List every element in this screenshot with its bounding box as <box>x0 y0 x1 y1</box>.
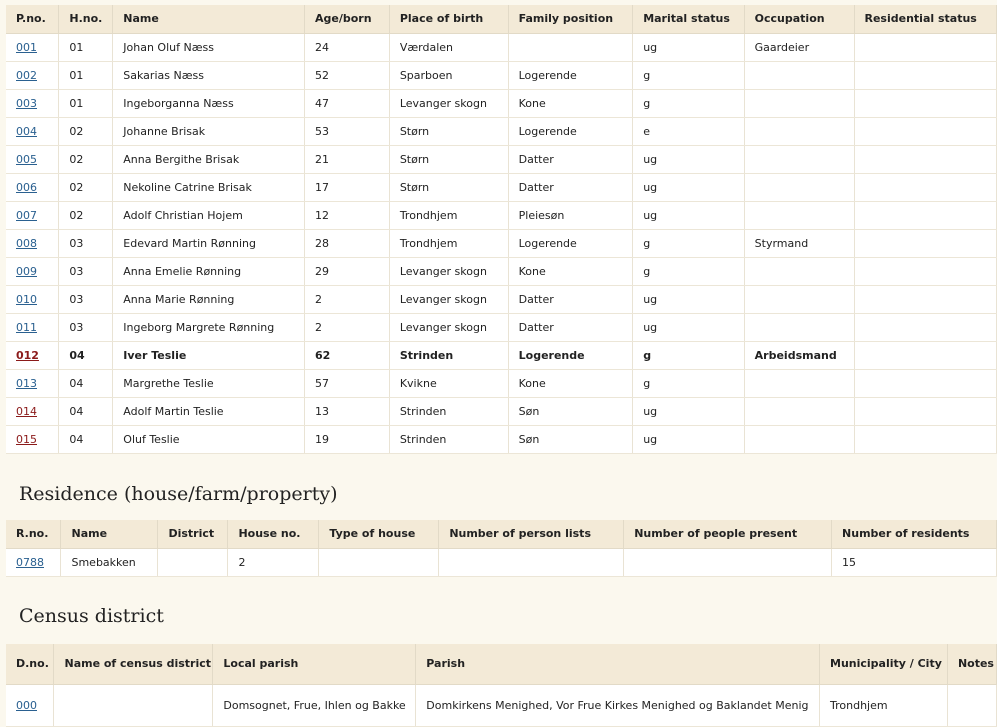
col-parish-header: Parish <box>416 644 820 684</box>
person-occupation <box>744 145 854 173</box>
col-people-present-header: Number of people present <box>624 520 832 548</box>
person-row <box>6 33 997 61</box>
person-residential-status <box>854 285 997 313</box>
person-family-position: Logerende <box>508 229 633 257</box>
person-occupation <box>744 285 854 313</box>
person-hno: 01 <box>59 89 113 117</box>
person-occupation: Styrmand <box>744 229 854 257</box>
person-hno: 02 <box>59 117 113 145</box>
person-row <box>6 425 997 453</box>
col-local-parish-header: Local parish <box>213 644 416 684</box>
person-name: Sakarias Næss <box>113 61 305 89</box>
person-marital-status: g <box>633 61 744 89</box>
person-pno-cell <box>6 33 59 61</box>
person-birthplace: Størn <box>389 117 508 145</box>
person-link[interactable]: 014 <box>16 404 37 418</box>
person-pno-cell <box>6 173 59 201</box>
person-family-position: Datter <box>508 285 633 313</box>
person-marital-status: g <box>633 341 744 369</box>
person-marital-status: ug <box>633 313 744 341</box>
person-row <box>6 201 997 229</box>
person-pno-cell <box>6 285 59 313</box>
person-family-position: Datter <box>508 173 633 201</box>
district-notes <box>947 684 996 726</box>
district-municipality: Trondhjem <box>820 684 948 726</box>
person-birthplace: Størn <box>389 173 508 201</box>
person-family-position: Kone <box>508 257 633 285</box>
person-pno-cell <box>6 425 59 453</box>
person-pno-cell <box>6 229 59 257</box>
person-link[interactable]: 010 <box>16 292 37 306</box>
person-birthplace: Levanger skogn <box>389 285 508 313</box>
person-birthplace: Strinden <box>389 341 508 369</box>
person-marital-status: g <box>633 369 744 397</box>
residence-type <box>319 548 439 576</box>
person-marital-status: ug <box>633 201 744 229</box>
district-local-parish: Domsognet, Frue, Ihlen og Bakke <box>213 684 416 726</box>
residence-table <box>6 520 997 577</box>
person-row <box>6 257 997 285</box>
person-age: 57 <box>305 369 390 397</box>
person-pno-cell <box>6 341 59 369</box>
person-family-position: Søn <box>508 425 633 453</box>
col-hno-header[interactable]: H.no. <box>59 5 113 33</box>
person-link[interactable]: 009 <box>16 264 37 278</box>
residence-link[interactable]: 0788 <box>16 555 44 569</box>
person-pno-cell <box>6 117 59 145</box>
person-link[interactable]: 004 <box>16 124 37 138</box>
person-birthplace: Trondhjem <box>389 201 508 229</box>
person-link[interactable]: 013 <box>16 376 37 390</box>
residence-person-lists <box>439 548 624 576</box>
col-res-name-header: Name <box>61 520 158 548</box>
person-row <box>6 61 997 89</box>
person-link[interactable]: 002 <box>16 68 37 82</box>
person-link[interactable]: 015 <box>16 432 37 446</box>
person-hno: 04 <box>59 341 113 369</box>
person-row <box>6 117 997 145</box>
person-birthplace: Strinden <box>389 397 508 425</box>
person-age: 2 <box>305 313 390 341</box>
person-age: 13 <box>305 397 390 425</box>
person-marital-status: g <box>633 229 744 257</box>
person-hno: 04 <box>59 369 113 397</box>
persons-header-row <box>6 5 997 33</box>
col-municipality-header: Municipality / City <box>820 644 948 684</box>
person-residential-status <box>854 341 997 369</box>
col-pno-header[interactable]: P.no. <box>6 5 59 33</box>
residence-header-row <box>6 520 997 548</box>
census-district-heading: Census district <box>19 605 164 627</box>
person-link[interactable]: 006 <box>16 180 37 194</box>
person-family-position: Pleiesøn <box>508 201 633 229</box>
district-name <box>54 684 213 726</box>
person-family-position <box>508 33 633 61</box>
person-link[interactable]: 007 <box>16 208 37 222</box>
person-name: Oluf Teslie <box>113 425 305 453</box>
col-notes-header: Notes <box>947 644 996 684</box>
person-marital-status: g <box>633 89 744 117</box>
person-link[interactable]: 003 <box>16 96 37 110</box>
person-name: Johan Oluf Næss <box>113 33 305 61</box>
residence-residents: 15 <box>832 548 997 576</box>
person-birthplace: Størn <box>389 145 508 173</box>
person-hno: 04 <box>59 397 113 425</box>
person-hno: 04 <box>59 425 113 453</box>
person-occupation <box>744 201 854 229</box>
person-name: Anna Emelie Rønning <box>113 257 305 285</box>
person-birthplace: Strinden <box>389 425 508 453</box>
person-birthplace: Kvikne <box>389 369 508 397</box>
person-family-position: Søn <box>508 397 633 425</box>
col-person-lists-header: Number of person lists <box>439 520 624 548</box>
person-occupation <box>744 89 854 117</box>
persons-table <box>6 5 997 454</box>
person-occupation <box>744 369 854 397</box>
person-name: Adolf Christian Hojem <box>113 201 305 229</box>
person-residential-status <box>854 145 997 173</box>
person-hno: 01 <box>59 33 113 61</box>
person-name: Adolf Martin Teslie <box>113 397 305 425</box>
person-residential-status <box>854 173 997 201</box>
person-occupation: Arbeidsmand <box>744 341 854 369</box>
person-hno: 02 <box>59 173 113 201</box>
person-age: 19 <box>305 425 390 453</box>
person-link[interactable]: 005 <box>16 152 37 166</box>
person-marital-status: ug <box>633 33 744 61</box>
person-age: 12 <box>305 201 390 229</box>
col-name-header[interactable]: Name <box>113 5 305 33</box>
person-residential-status <box>854 201 997 229</box>
person-link[interactable]: 011 <box>16 320 37 334</box>
person-family-position: Logerende <box>508 61 633 89</box>
person-row <box>6 397 997 425</box>
person-name: Edevard Martin Rønning <box>113 229 305 257</box>
person-age: 28 <box>305 229 390 257</box>
person-residential-status <box>854 369 997 397</box>
person-residential-status <box>854 313 997 341</box>
person-link[interactable]: 008 <box>16 236 37 250</box>
person-name: Nekoline Catrine Brisak <box>113 173 305 201</box>
col-district-header: District <box>158 520 228 548</box>
person-hno: 02 <box>59 201 113 229</box>
person-occupation <box>744 61 854 89</box>
person-pno-cell <box>6 145 59 173</box>
person-name: Ingeborganna Næss <box>113 89 305 117</box>
person-row <box>6 369 997 397</box>
col-age-header[interactable]: Age/born <box>305 5 390 33</box>
person-marital-status: g <box>633 257 744 285</box>
district-link[interactable]: 000 <box>16 698 37 712</box>
person-name: Iver Teslie <box>113 341 305 369</box>
person-hno: 01 <box>59 61 113 89</box>
col-residential-header[interactable]: Residential status <box>854 5 997 33</box>
person-pno-cell <box>6 313 59 341</box>
col-dno-header: D.no. <box>6 644 54 684</box>
residence-name: Smebakken <box>61 548 158 576</box>
person-marital-status: e <box>633 117 744 145</box>
person-name: Anna Marie Rønning <box>113 285 305 313</box>
person-residential-status <box>854 229 997 257</box>
person-residential-status <box>854 397 997 425</box>
person-hno: 03 <box>59 229 113 257</box>
person-marital-status: ug <box>633 285 744 313</box>
person-age: 17 <box>305 173 390 201</box>
person-row <box>6 145 997 173</box>
person-marital-status: ug <box>633 397 744 425</box>
person-pno-cell <box>6 257 59 285</box>
person-family-position: Datter <box>508 145 633 173</box>
col-house-type-header: Type of house <box>319 520 439 548</box>
person-birthplace: Levanger skogn <box>389 313 508 341</box>
person-pno-cell <box>6 61 59 89</box>
census-district-table <box>6 644 997 727</box>
person-birthplace: Sparboen <box>389 61 508 89</box>
person-residential-status <box>854 89 997 117</box>
person-birthplace: Trondhjem <box>389 229 508 257</box>
person-pno-cell <box>6 397 59 425</box>
person-residential-status <box>854 257 997 285</box>
residence-row <box>6 548 997 576</box>
person-name: Margrethe Teslie <box>113 369 305 397</box>
person-family-position: Kone <box>508 89 633 117</box>
person-hno: 02 <box>59 145 113 173</box>
person-link[interactable]: 012 <box>16 348 39 362</box>
person-residential-status <box>854 117 997 145</box>
person-hno: 03 <box>59 257 113 285</box>
person-row <box>6 173 997 201</box>
person-hno: 03 <box>59 285 113 313</box>
person-occupation <box>744 173 854 201</box>
person-hno: 03 <box>59 313 113 341</box>
col-census-name-header: Name of census district <box>54 644 213 684</box>
district-row <box>6 684 997 726</box>
person-family-position: Kone <box>508 369 633 397</box>
person-residential-status <box>854 33 997 61</box>
col-family-position-header[interactable]: Family position <box>508 5 633 33</box>
person-birthplace: Levanger skogn <box>389 257 508 285</box>
col-house-no-header: House no. <box>228 520 319 548</box>
person-residential-status <box>854 425 997 453</box>
person-occupation <box>744 117 854 145</box>
person-occupation: Gaardeier <box>744 33 854 61</box>
residence-people-present <box>624 548 832 576</box>
person-row <box>6 89 997 117</box>
person-occupation <box>744 425 854 453</box>
person-family-position: Logerende <box>508 117 633 145</box>
col-occupation-header[interactable]: Occupation <box>744 5 854 33</box>
person-age: 53 <box>305 117 390 145</box>
person-occupation <box>744 257 854 285</box>
col-rno-header: R.no. <box>6 520 61 548</box>
person-family-position: Datter <box>508 313 633 341</box>
residence-district <box>158 548 228 576</box>
person-link[interactable]: 001 <box>16 40 37 54</box>
person-family-position: Logerende <box>508 341 633 369</box>
person-age: 24 <box>305 33 390 61</box>
person-age: 52 <box>305 61 390 89</box>
person-age: 62 <box>305 341 390 369</box>
person-pno-cell <box>6 89 59 117</box>
person-age: 29 <box>305 257 390 285</box>
person-pno-cell <box>6 201 59 229</box>
person-age: 21 <box>305 145 390 173</box>
district-parish: Domkirkens Menighed, Vor Frue Kirkes Menighed og Baklandet Menig <box>416 684 820 726</box>
person-name: Johanne Brisak <box>113 117 305 145</box>
person-age: 2 <box>305 285 390 313</box>
person-occupation <box>744 313 854 341</box>
person-birthplace: Værdalen <box>389 33 508 61</box>
person-residential-status <box>854 61 997 89</box>
person-pno-cell <box>6 369 59 397</box>
person-row <box>6 229 997 257</box>
person-marital-status: ug <box>633 173 744 201</box>
residence-heading: Residence (house/farm/property) <box>19 483 338 505</box>
col-residents-header: Number of residents <box>832 520 997 548</box>
person-name: Ingeborg Margrete Rønning <box>113 313 305 341</box>
person-birthplace: Levanger skogn <box>389 89 508 117</box>
person-row <box>6 341 997 369</box>
person-age: 47 <box>305 89 390 117</box>
person-marital-status: ug <box>633 425 744 453</box>
col-marital-header[interactable]: Marital status <box>633 5 744 33</box>
person-row <box>6 285 997 313</box>
district-header-row <box>6 644 997 684</box>
person-marital-status: ug <box>633 145 744 173</box>
person-occupation <box>744 397 854 425</box>
col-birthplace-header[interactable]: Place of birth <box>389 5 508 33</box>
person-name: Anna Bergithe Brisak <box>113 145 305 173</box>
person-row <box>6 313 997 341</box>
residence-house-no: 2 <box>228 548 319 576</box>
